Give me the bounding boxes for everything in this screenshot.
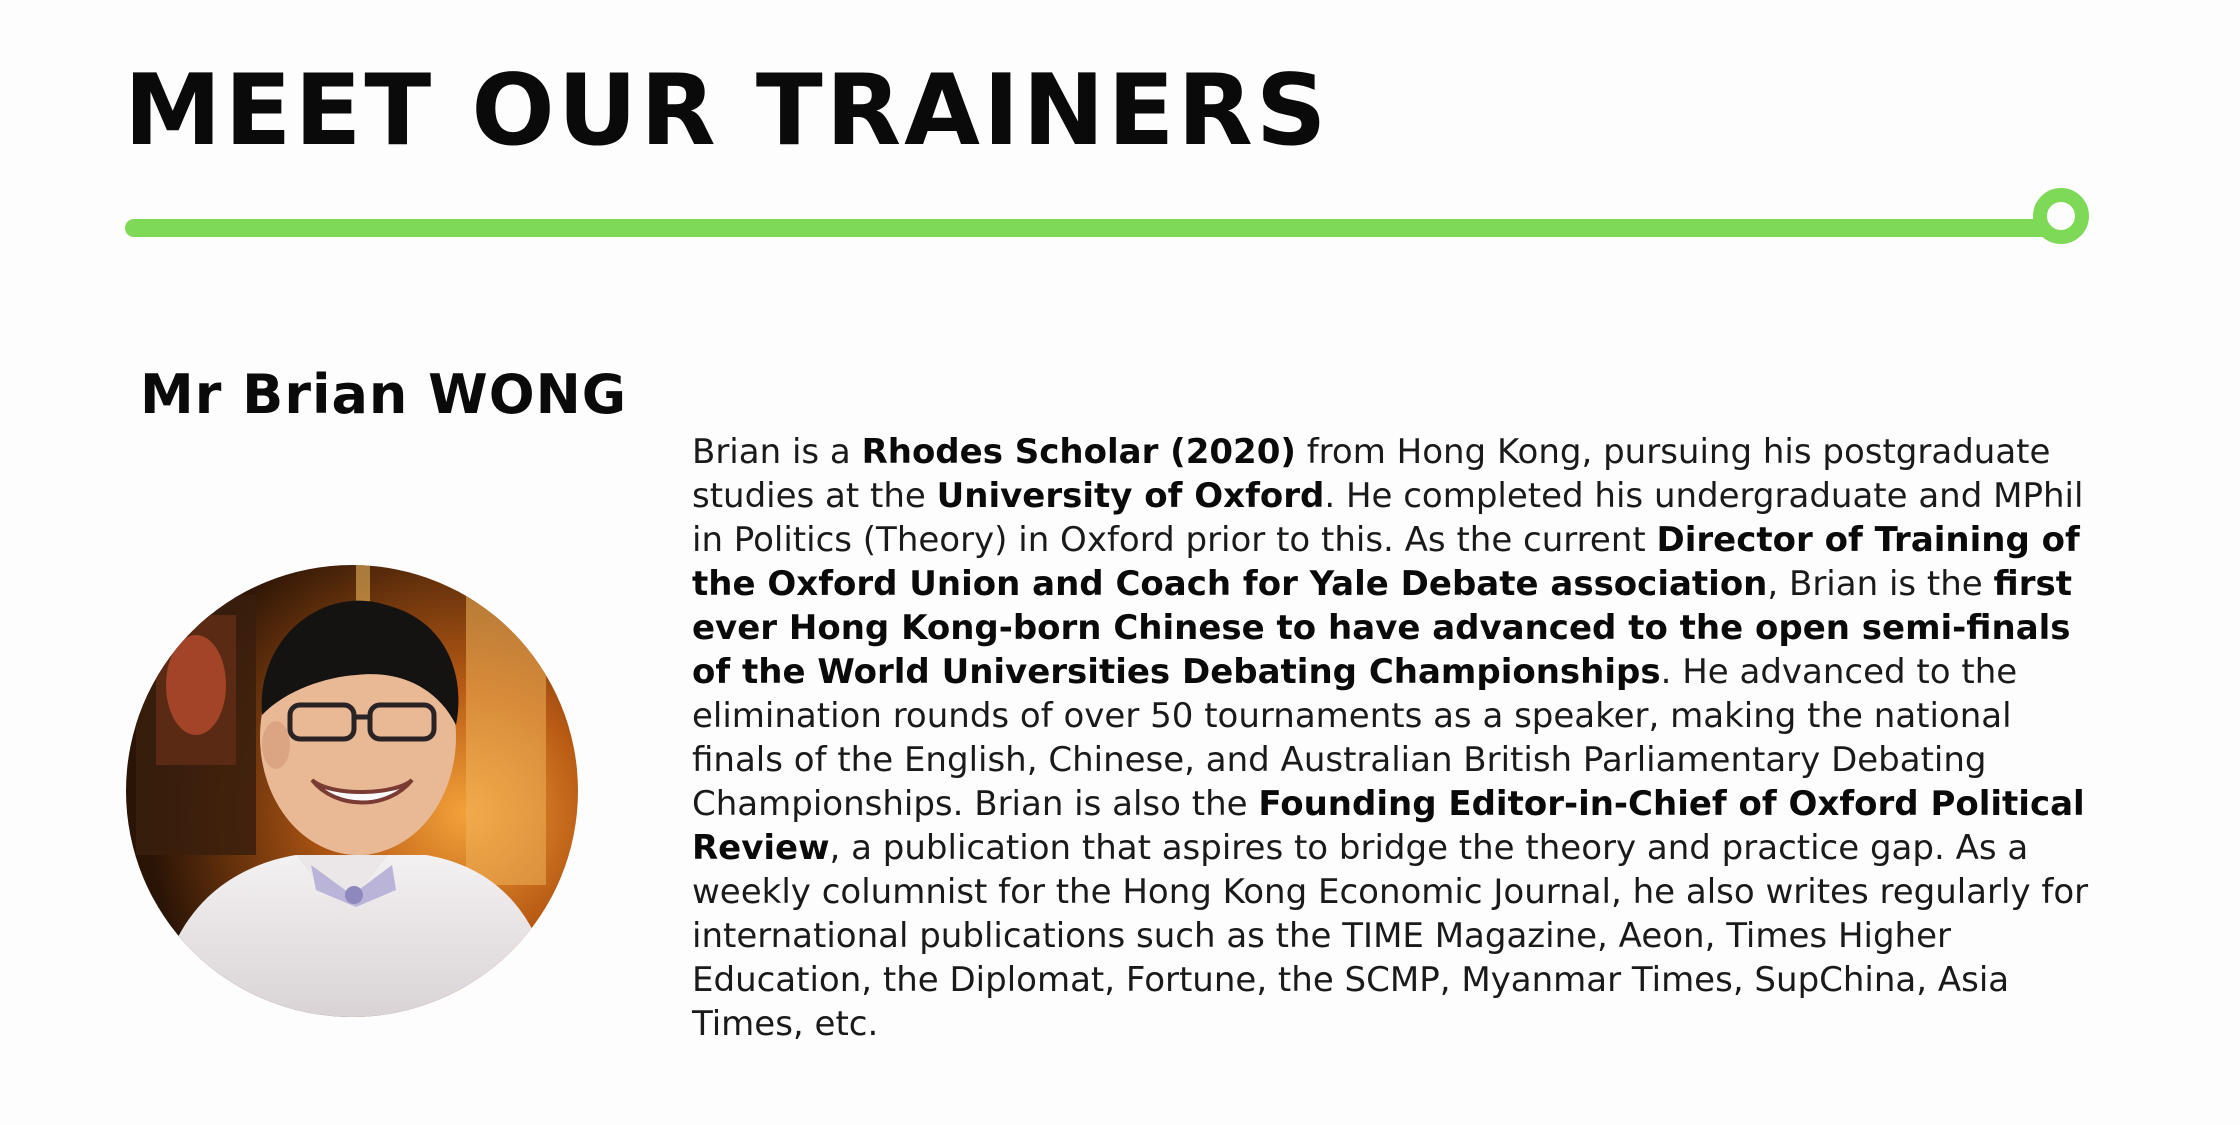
- bio-text: , Brian is the: [1767, 564, 1994, 604]
- trainer-bio: [692, 430, 2092, 1046]
- bio-highlight: Director of Training of the Oxford Union and Coach for Yale Debate association: [692, 520, 2080, 604]
- divider-end-circle-icon: [2033, 188, 2089, 244]
- trainer-name: Mr Brian WONG: [140, 363, 628, 426]
- bio-highlight: Founding Editor-in-Chief of Oxford Political Review: [692, 784, 2085, 868]
- bio-text: from Hong Kong, pursuing his postgraduate studies at the: [692, 432, 2051, 516]
- page-title: MEET OUR TRAINERS: [124, 54, 1330, 168]
- bio-highlight: first ever Hong Kong-born Chinese to have advanced to the open semi-finals of the World Universities Debating Championships: [692, 564, 2072, 692]
- bio-text: . He advanced to the elimination rounds of over 50 tournaments as a speaker, making the national finals of the English, Chinese, and Australian British Parliamentary Debating Championships. Brian is also the: [692, 652, 2018, 824]
- bio-text: . He completed his undergraduate and MPhil in Politics (Theory) in Oxford prior to this. As the current: [692, 476, 2084, 560]
- trainer-photo: [126, 565, 578, 1017]
- bio-text: , a publication that aspires to bridge the theory and practice gap. As a weekly columnist for the Hong Kong Economic Journal, he also writes regularly for international publications such as the TIME Magazine, Aeon, Times Higher Education, the Diplomat, Fortune, the SCMP, Myanmar Times, SupChina, Asia Times, etc.: [692, 828, 2089, 1044]
- bio-text: Brian is a: [692, 432, 862, 472]
- bio-highlight: University of Oxford: [936, 476, 1325, 516]
- bio-highlight: Rhodes Scholar (2020): [861, 432, 1296, 472]
- title-divider: [125, 219, 2055, 237]
- trainer-photo-illustration: [126, 565, 578, 1017]
